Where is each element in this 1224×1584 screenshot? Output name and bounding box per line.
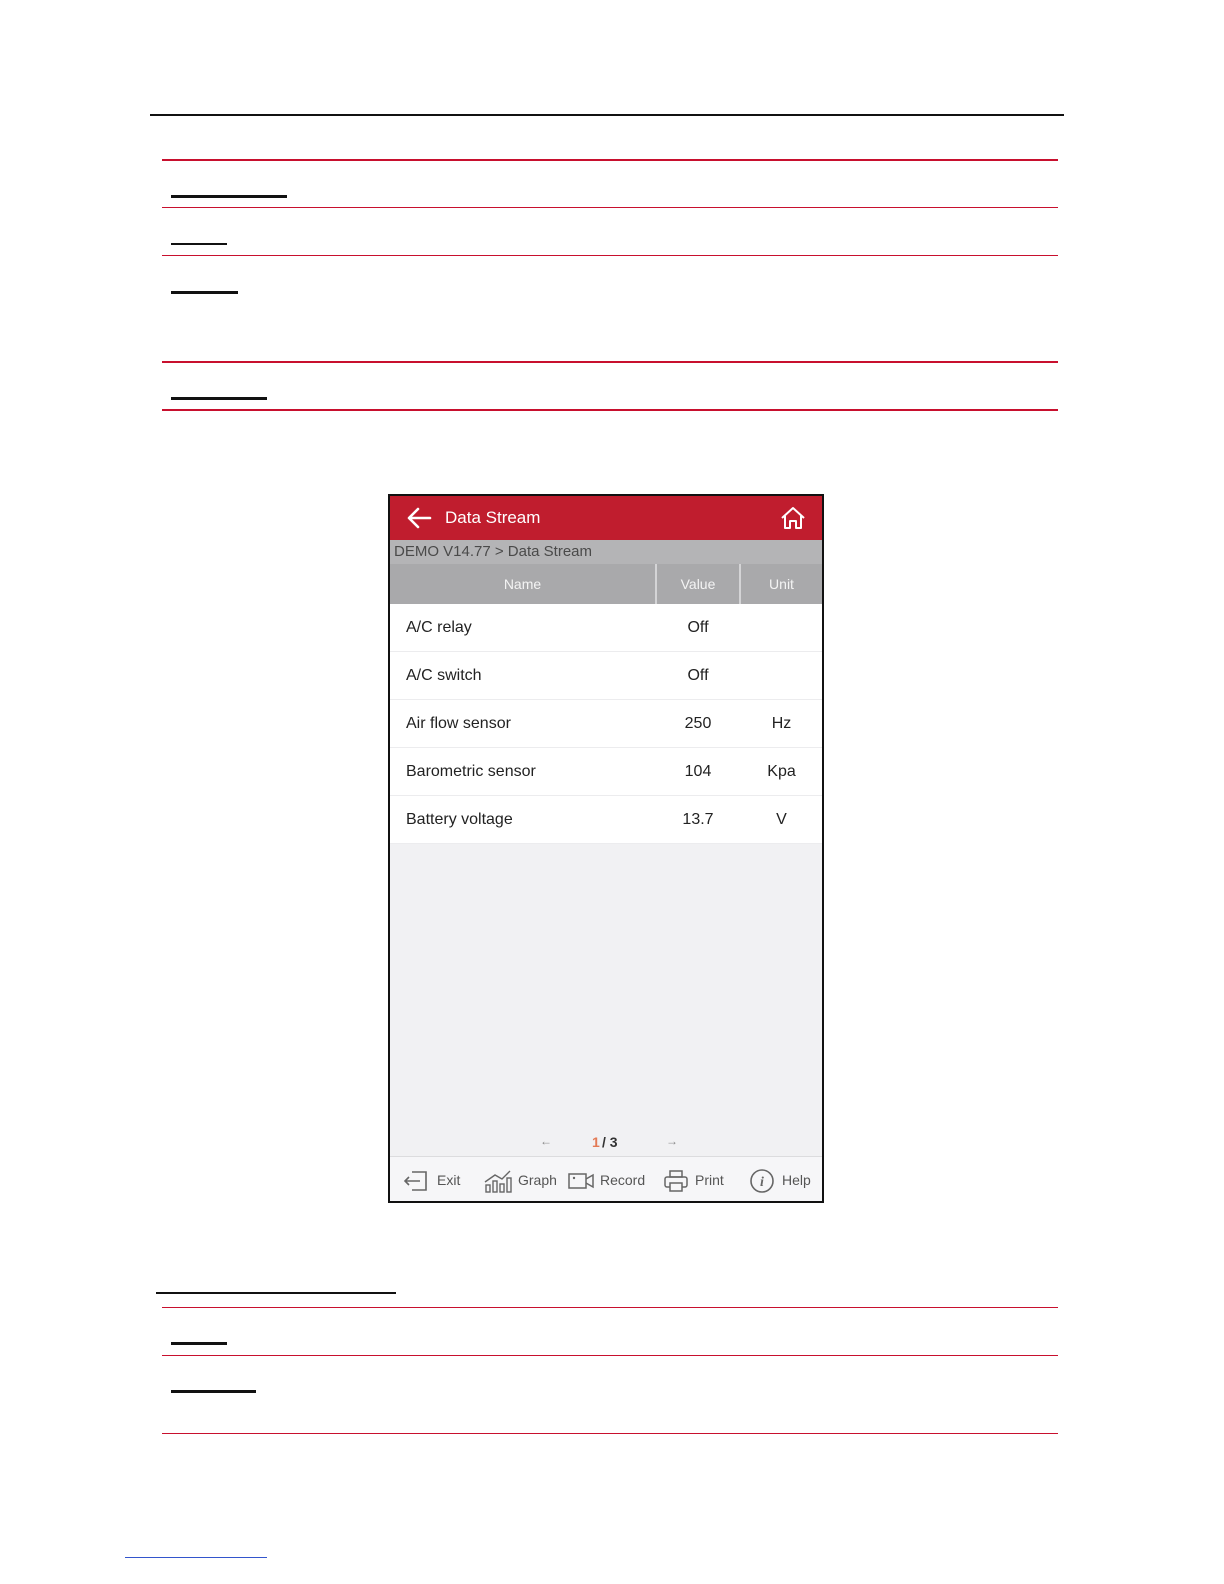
link-underline xyxy=(125,1557,267,1558)
help-label: Help xyxy=(782,1172,811,1188)
screen-title: Data Stream xyxy=(445,508,541,527)
table-row[interactable] xyxy=(390,700,822,748)
table-rule-2 xyxy=(162,207,1058,208)
row-name: A/C relay xyxy=(406,619,472,636)
exit-label: Exit xyxy=(437,1172,461,1188)
row-value: 104 xyxy=(684,763,712,780)
row-name: Barometric sensor xyxy=(406,763,536,780)
print-label: Print xyxy=(695,1172,724,1188)
table-row[interactable] xyxy=(390,796,822,844)
row-value: 250 xyxy=(684,715,712,732)
table-rule-3 xyxy=(162,255,1058,256)
text-line xyxy=(171,243,227,245)
row-unit: Hz xyxy=(771,715,792,732)
prev-page-icon[interactable]: ← xyxy=(540,1134,552,1148)
pagination xyxy=(390,1134,822,1152)
next-page-icon[interactable]: → xyxy=(666,1134,678,1148)
table-rule-6 xyxy=(162,1307,1058,1308)
exit-icon xyxy=(402,1168,430,1194)
header-rule xyxy=(150,114,1064,116)
help-icon xyxy=(748,1168,776,1194)
table-row[interactable] xyxy=(390,748,822,796)
row-name: Battery voltage xyxy=(406,811,513,828)
back-arrow-icon[interactable] xyxy=(404,504,434,532)
table-rule-5 xyxy=(162,409,1058,411)
table-row[interactable] xyxy=(390,604,822,652)
table-row[interactable] xyxy=(390,652,822,700)
graph-button[interactable] xyxy=(483,1157,561,1203)
data-table xyxy=(390,604,822,844)
device-screenshot xyxy=(388,494,824,1203)
table-header xyxy=(390,564,822,604)
bottom-toolbar xyxy=(390,1156,822,1203)
row-value: 13.7 xyxy=(682,811,714,828)
current-page: 1 xyxy=(592,1134,600,1150)
table-rule-4 xyxy=(162,361,1058,363)
row-name: Air flow sensor xyxy=(406,715,511,732)
breadcrumb: DEMO V14.77 > Data Stream xyxy=(390,540,822,564)
row-unit xyxy=(741,652,822,699)
text-line xyxy=(171,397,267,400)
row-unit xyxy=(741,604,822,651)
text-line xyxy=(171,195,287,198)
svg-text:i: i xyxy=(760,1175,764,1190)
graph-icon xyxy=(483,1168,513,1194)
exit-button[interactable] xyxy=(402,1157,468,1203)
home-icon[interactable] xyxy=(778,504,808,532)
text-line xyxy=(156,1292,396,1294)
record-icon xyxy=(567,1168,595,1194)
column-header-unit: Unit xyxy=(769,576,794,592)
title-bar xyxy=(390,496,822,540)
text-line xyxy=(171,291,238,294)
print-button[interactable] xyxy=(662,1157,730,1203)
table-rule-8 xyxy=(162,1433,1058,1434)
text-line xyxy=(171,1342,227,1345)
row-value: Off xyxy=(687,667,709,684)
record-label: Record xyxy=(600,1172,646,1188)
row-value: Off xyxy=(687,619,709,636)
table-rule-7 xyxy=(162,1355,1058,1356)
row-unit: V xyxy=(776,811,787,828)
help-button[interactable] xyxy=(748,1157,816,1203)
page-total: / 3 xyxy=(602,1134,618,1150)
text-line xyxy=(171,1390,256,1393)
row-unit: Kpa xyxy=(767,763,796,780)
print-icon xyxy=(662,1168,690,1194)
table-rule-1 xyxy=(162,159,1058,161)
row-name: A/C switch xyxy=(406,667,482,684)
column-header-value: Value xyxy=(680,576,716,592)
column-header-name: Name xyxy=(503,576,542,592)
record-button[interactable] xyxy=(567,1157,651,1203)
graph-label: Graph xyxy=(518,1172,557,1188)
